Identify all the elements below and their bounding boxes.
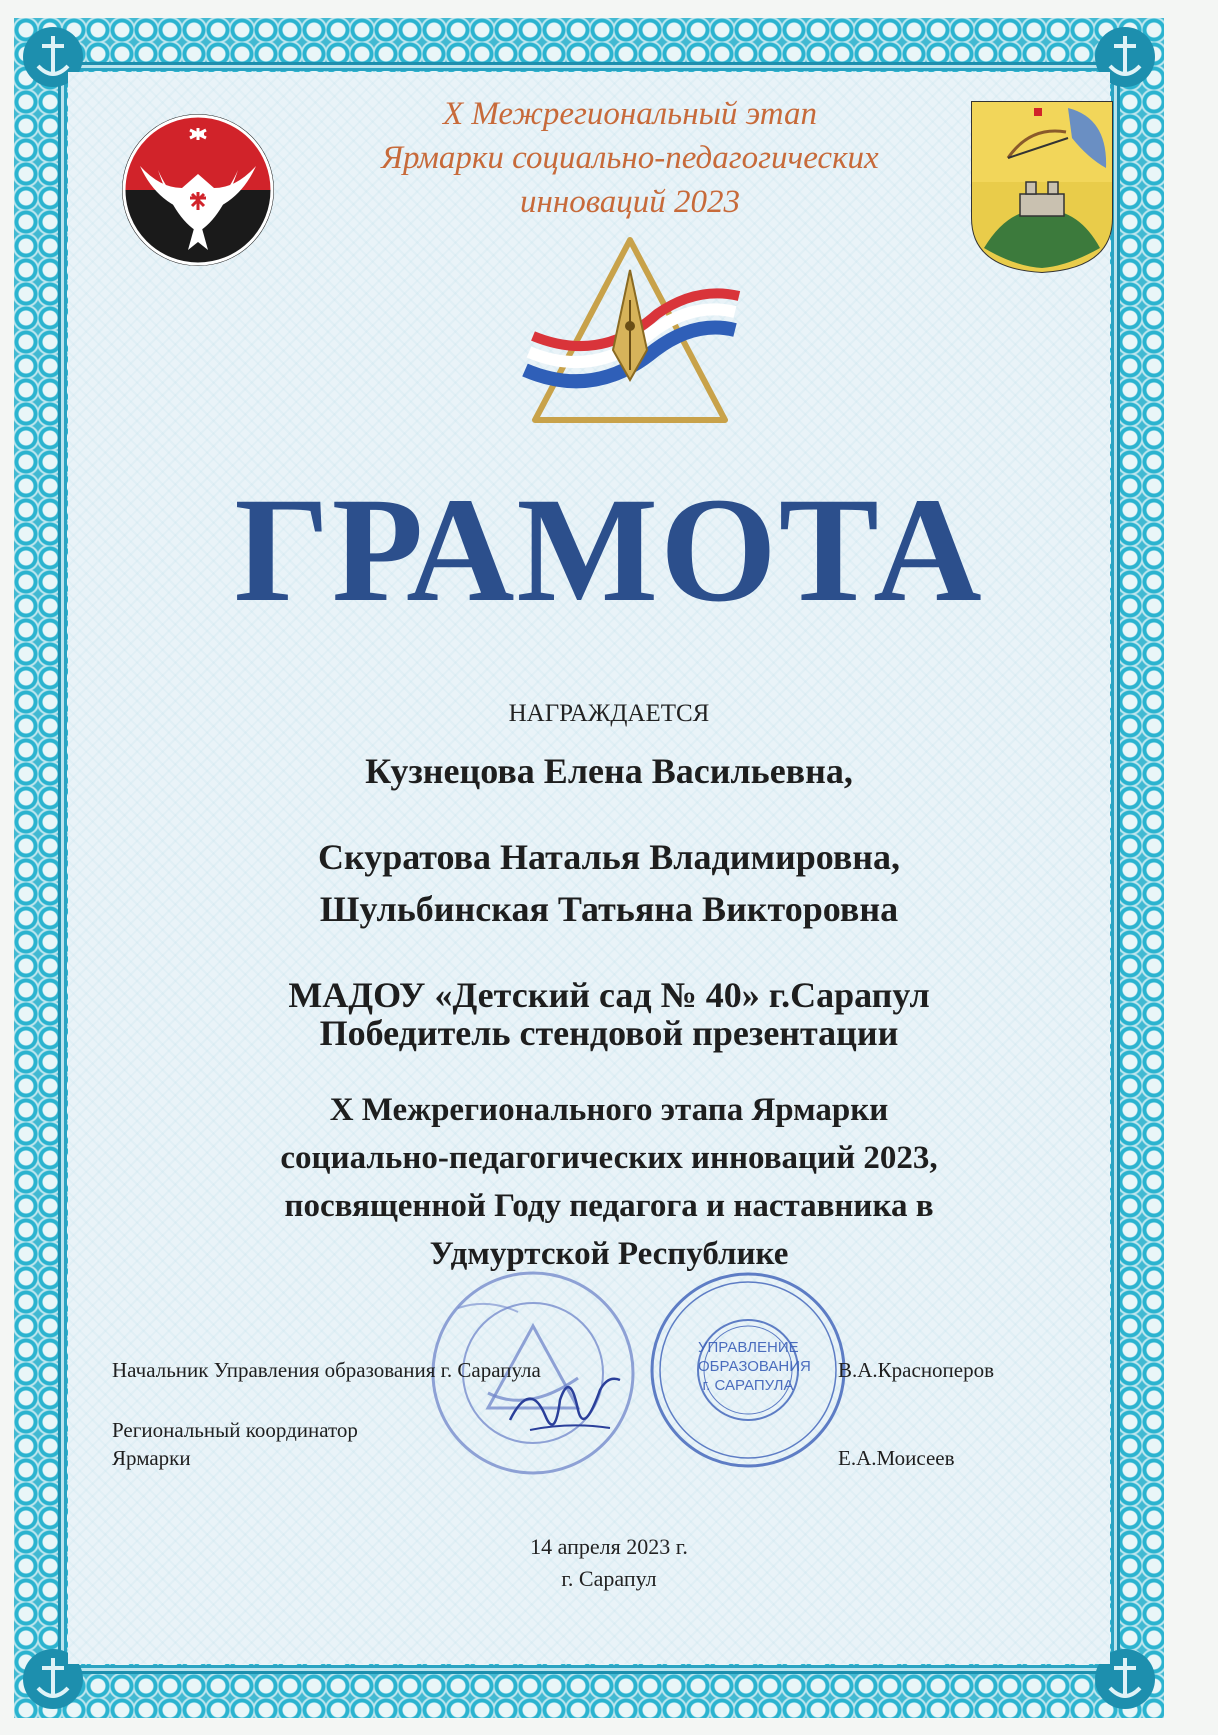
event-description-line: Удмуртской Республике <box>429 1236 789 1272</box>
issue-city: г. Сарапул <box>561 1566 657 1591</box>
event-description-line: социально-педагогических инноваций 2023, <box>280 1140 938 1176</box>
recipient-name: Скуратова Наталья Владимировна, <box>317 837 901 877</box>
achievement-title: Победитель стендовой презентации <box>319 1013 899 1053</box>
stamp-center-text <box>698 1338 811 1395</box>
awarded-label: НАГРАЖДАЕТСЯ <box>508 700 710 727</box>
signatory-position: Региональный координатор <box>112 1418 358 1442</box>
stamp-text-line: г. САРАПУЛА <box>702 1377 794 1394</box>
signatory-name: Е.А.Моисеев <box>838 1446 955 1470</box>
event-title <box>280 92 980 224</box>
fair-logo-icon <box>505 230 755 440</box>
document-title: ГРАМОТА <box>234 467 984 633</box>
issue-date: 14 апреля 2023 г. <box>530 1534 688 1559</box>
organization-name: МАДОУ «Детский сад № 40» г.Сарапул <box>288 975 930 1015</box>
signatory-name: В.А.Красноперов <box>838 1358 995 1382</box>
signatory-position: Ярмарки <box>112 1446 191 1470</box>
event-description-line: X Межрегионального этапа Ярмарки <box>329 1092 889 1128</box>
udmurt-emblem-icon <box>118 110 278 270</box>
event-title-line: Ярмарки социально-педагогических <box>381 140 879 176</box>
sarapul-coat-of-arms-icon <box>968 98 1116 274</box>
event-title-line: X Межрегиональный этап <box>442 96 818 132</box>
signatory-position: Начальник Управления образования г. Сарапула <box>112 1358 541 1382</box>
recipient-name: Шульбинская Татьяна Викторовна <box>319 889 899 929</box>
stamp-text-line: УПРАВЛЕНИЕ <box>698 1339 799 1356</box>
event-title-line: инноваций 2023 <box>519 184 741 220</box>
stamp-text-line: ОБРАЗОВАНИЯ <box>698 1358 811 1375</box>
event-description-line: посвященной Году педагога и наставника в <box>284 1188 934 1224</box>
recipient-name: Кузнецова Елена Васильевна, <box>365 751 853 791</box>
